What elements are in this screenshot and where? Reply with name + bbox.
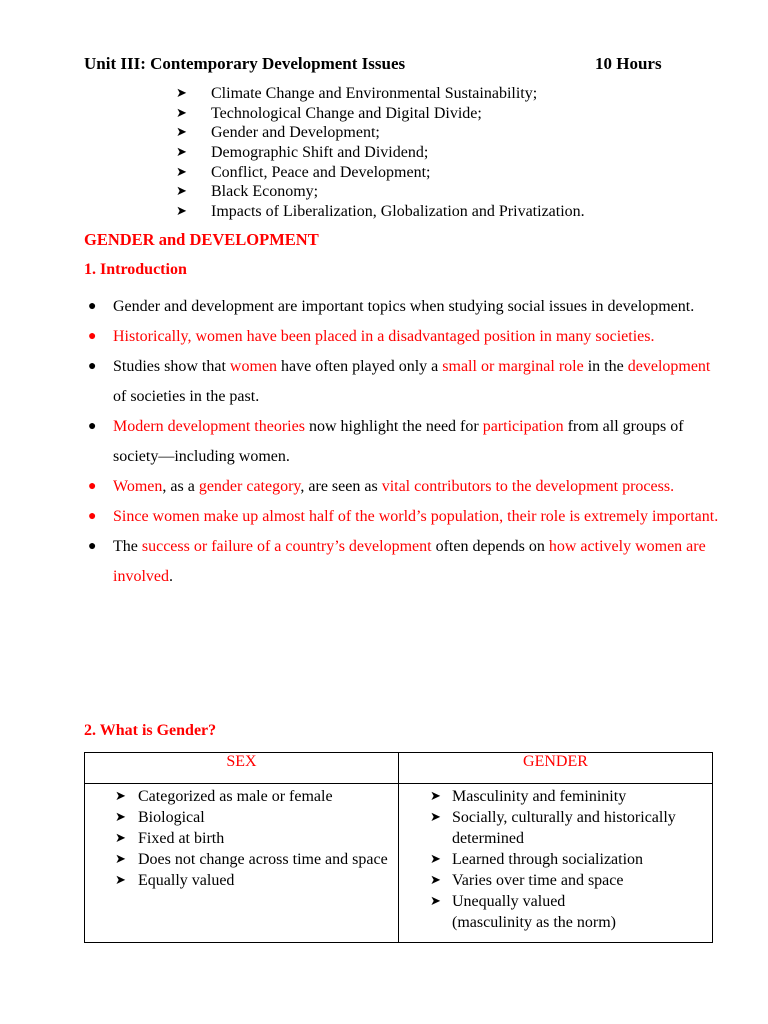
bullet-text-segment: Historically, women have been placed in a disadvantaged position in many societies. (113, 328, 655, 345)
bullet-text-segment: of societies in the past. (113, 388, 260, 405)
arrowhead-bullet-icon: ➤ (176, 86, 187, 101)
topic-item (176, 143, 585, 163)
table-item-text: Socially, culturally and historically determined (452, 809, 676, 847)
table-list-item (85, 807, 398, 828)
arrowhead-bullet-icon: ➤ (430, 873, 441, 888)
bullet-text-segment: in the (583, 358, 628, 375)
arrowhead-bullet-icon: ➤ (176, 164, 187, 180)
table-item-text: Masculinity and femininity (452, 788, 627, 805)
round-bullet-icon: ● (88, 359, 97, 374)
introduction-heading: 1. Introduction (84, 261, 187, 278)
bullet-text-segment: Since women make up almost half of the world’s population, their role is extremely important. (113, 508, 719, 525)
what-is-gender-heading: 2. What is Gender? (84, 722, 217, 739)
gender-cell (399, 784, 713, 943)
table-list-item (399, 891, 712, 933)
unit-header (84, 54, 684, 76)
unit-hours: 10 Hours (595, 54, 662, 73)
round-bullet-icon: ● (88, 509, 97, 524)
table-item-text: Biological (138, 809, 205, 826)
bullet-text-segment: Studies show that (113, 358, 230, 375)
table-item-text: Learned through socialization (452, 851, 644, 868)
arrowhead-bullet-icon: ➤ (115, 873, 126, 888)
bullet-text-segment: often depends on (431, 538, 549, 555)
table-list-item (399, 807, 712, 849)
arrowhead-bullet-icon: ➤ (176, 125, 187, 141)
topic-item (176, 182, 585, 202)
bullet-text-segment: now highlight the need for (304, 418, 483, 435)
topic-item (176, 104, 585, 124)
sex-list (85, 784, 398, 891)
introduction-bullet (84, 352, 724, 412)
topic-item (176, 202, 585, 222)
table-list-item (85, 786, 398, 807)
arrowhead-bullet-icon: ➤ (176, 184, 187, 200)
sex-column-header: SEX (85, 753, 399, 784)
sex-cell (85, 784, 399, 943)
table-item-text: Categorized as male or female (138, 788, 333, 805)
sex-gender-table (84, 752, 713, 943)
topic-list (176, 84, 585, 222)
bullet-text-segment: gender category (198, 478, 301, 495)
gender-column-header: GENDER (399, 753, 713, 784)
arrowhead-bullet-icon: ➤ (430, 852, 441, 867)
table-list-item (399, 870, 712, 891)
bullet-text-segment: how actively women are involved (113, 538, 706, 585)
arrowhead-bullet-icon: ➤ (430, 894, 441, 909)
topic-text: Conflict, Peace and Development; (211, 163, 431, 181)
table-item-text: Unequally valued (masculinity as the norm) (452, 893, 616, 931)
table-list-item (85, 828, 398, 849)
table-list-item (85, 870, 398, 891)
gender-list (399, 784, 712, 933)
round-bullet-icon: ● (88, 329, 97, 344)
arrowhead-bullet-icon: ➤ (115, 852, 126, 867)
arrowhead-bullet-icon: ➤ (176, 105, 187, 121)
arrowhead-bullet-icon: ➤ (115, 810, 126, 825)
introduction-bullet (84, 472, 724, 502)
topic-text: Black Economy; (211, 183, 319, 201)
table-item-text: Equally valued (138, 872, 235, 889)
bullet-text-segment: Women (113, 478, 163, 495)
bullet-text-segment: success or failure of a country’s development (141, 538, 432, 555)
table-item-text: Varies over time and space (452, 872, 624, 889)
table-item-text: Fixed at birth (138, 830, 225, 847)
arrowhead-bullet-icon: ➤ (430, 810, 441, 825)
introduction-bullet (84, 322, 724, 352)
bullet-text-segment: The (113, 538, 142, 555)
bullet-text-segment: small or marginal role (442, 358, 584, 375)
arrowhead-bullet-icon: ➤ (176, 204, 187, 220)
arrowhead-bullet-icon: ➤ (115, 789, 126, 804)
round-bullet-icon: ● (88, 419, 97, 434)
introduction-bullet-list (84, 292, 724, 592)
bullet-text-segment: have often played only a (277, 358, 443, 375)
topic-text: Climate Change and Environmental Sustainability; (211, 85, 538, 102)
round-bullet-icon: ● (88, 479, 97, 494)
topic-item (176, 163, 585, 183)
topic-text: Technological Change and Digital Divide; (211, 104, 482, 122)
topic-text: Gender and Development; (211, 124, 380, 142)
bullet-text-segment: Modern development theories (113, 418, 305, 435)
round-bullet-icon: ● (88, 539, 97, 554)
topic-item (176, 123, 585, 143)
table-list-item (399, 849, 712, 870)
bullet-text-segment: participation (482, 418, 564, 435)
introduction-bullet (84, 292, 724, 322)
arrowhead-bullet-icon: ➤ (115, 831, 126, 846)
table-list-item (85, 849, 398, 870)
introduction-bullet (84, 532, 724, 592)
arrowhead-bullet-icon: ➤ (176, 145, 187, 161)
introduction-bullet (84, 412, 724, 472)
bullet-text-segment: . (169, 568, 173, 585)
bullet-text-segment: , as a (162, 478, 199, 495)
bullet-text-segment: from all groups of society—including women. (113, 418, 684, 465)
introduction-bullet (84, 502, 724, 532)
topic-item (176, 84, 585, 104)
section-heading: GENDER and DEVELOPMENT (84, 230, 319, 249)
arrowhead-bullet-icon: ➤ (430, 789, 441, 804)
round-bullet-icon: ● (88, 299, 97, 314)
topic-text: Demographic Shift and Dividend; (211, 144, 429, 162)
bullet-text-segment: vital contributors to the development process. (381, 478, 675, 495)
bullet-text-segment: Gender and development are important topics when studying social issues in development. (113, 298, 695, 315)
unit-title: Unit III: Contemporary Development Issues (84, 54, 406, 73)
bullet-text-segment: development (627, 358, 711, 375)
table-item-text: Does not change across time and space (138, 851, 388, 868)
topic-text: Impacts of Liberalization, Globalization and Privatization. (211, 203, 585, 221)
bullet-text-segment: women (229, 358, 277, 375)
bullet-text-segment: , are seen as (300, 478, 382, 495)
table-list-item (399, 786, 712, 807)
